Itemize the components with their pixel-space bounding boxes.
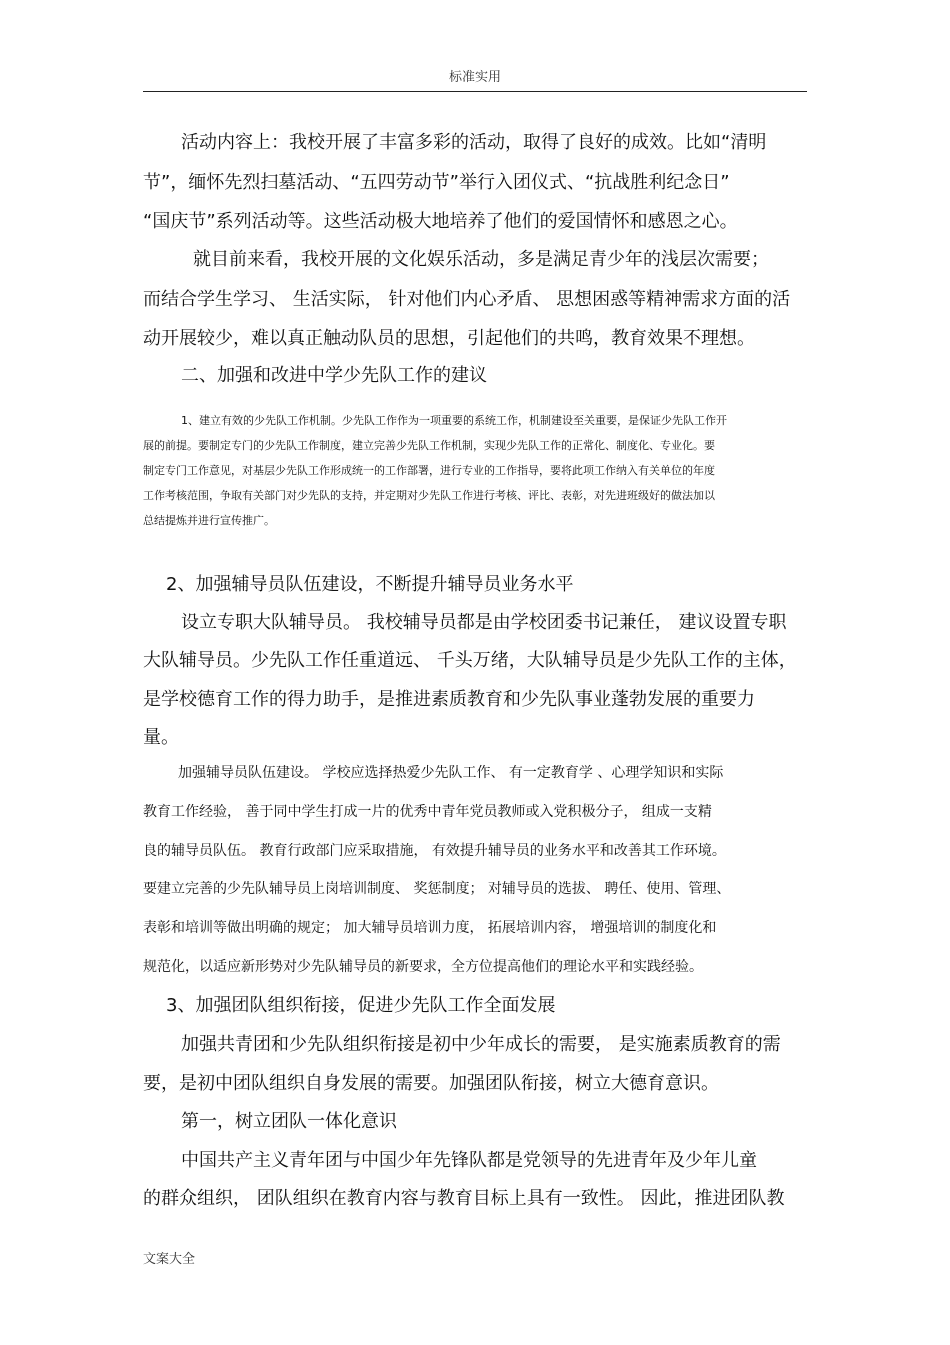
text-line: 中国共产主义青年团与中国少年先锋队都是党领导的先进青年及少年儿童 (181, 1150, 757, 1171)
text-line: 表彰和培训等做出明确的规定； 加大辅导员培训力度， 拓展培训内容， 增强培训的制度化和 (143, 920, 717, 936)
subsection-heading: 第一，树立团队一体化意识 (181, 1111, 397, 1132)
page-header: 标准实用 (448, 70, 501, 85)
text-line: 节”，缅怀先烈扫墓活动、“五四劳动节”举行入团仪式、“抗战胜利纪念日” (143, 172, 730, 193)
text-line: 大队辅导员。少先队工作任重道远、 千头万绪，大队辅导员是少先队工作的主体， (143, 650, 797, 671)
text-line: 量。 (143, 727, 179, 748)
subsection-heading: 2、加强辅导员队伍建设，不断提升辅导员业务水平 (166, 574, 574, 595)
text-line: 加强辅导员队伍建设。 学校应选择热爱少先队工作、 有一定教育学 、心理学知识和实际 (178, 765, 724, 781)
subsection-heading: 3、加强团队组织衔接，促进少先队工作全面发展 (166, 995, 556, 1016)
page-footer: 文案大全 (143, 1252, 196, 1267)
text-line: 设立专职大队辅导员。 我校辅导员都是由学校团委书记兼任， 建议设置专职 (181, 612, 787, 633)
text-line: 规范化，以适应新形势对少先队辅导员的新要求，全方位提高他们的理论水平和实践经验。 (143, 959, 703, 975)
section-heading: 二、加强和改进中学少先队工作的建议 (181, 365, 487, 386)
text-line: 加强共青团和少先队组织衔接是初中少年成长的需要， 是实施素质教育的需 (181, 1034, 781, 1055)
text-line: 的群众组织， 团队组织在教育内容与教育目标上具有一致性。 因此，推进团队教 (143, 1188, 785, 1209)
header-divider (143, 91, 807, 92)
text-line: 是学校德育工作的得力助手，是推进素质教育和少先队事业蓬勃发展的重要力 (143, 689, 755, 710)
text-line: 要，是初中团队组织自身发展的需要。加强团队衔接，树立大德育意识。 (143, 1073, 719, 1094)
text-line: 良的辅导员队伍。 教育行政部门应采取措施， 有效提升辅导员的业务水平和改善其工作环境。 (143, 843, 726, 859)
text-line: 工作考核范围，争取有关部门对少先队的支持，并定期对少先队工作进行考核、评比、表彰，对先进班级好的做法加以 (143, 489, 715, 502)
text-line: 总结提炼并进行宣传推广。 (143, 514, 275, 527)
text-line: 要建立完善的少先队辅导员上岗培训制度、 奖惩制度； 对辅导员的选拔、 聘任、使用、管理、 (143, 881, 731, 897)
text-line: 制定专门工作意见，对基层少先队工作形成统一的工作部署，进行专业的工作指导，要将此项工作纳入有关单位的年度 (143, 464, 715, 477)
text-line: 展的前提。要制定专门的少先队工作制度，建立完善少先队工作机制，实现少先队工作的正常化、制度化、专业化。要 (143, 439, 715, 452)
text-line: 动开展较少，难以真正触动队员的思想，引起他们的共鸣，教育效果不理想。 (143, 328, 755, 349)
text-line: 教育工作经验， 善于同中学生打成一片的优秀中青年党员教师或入党积极分子， 组成一支精 (143, 804, 712, 820)
text-line: “国庆节”系列活动等。这些活动极大地培养了他们的爱国情怀和感恩之心。 (143, 211, 738, 232)
text-line: 活动内容上：我校开展了丰富多彩的活动，取得了良好的成效。比如“清明 (181, 132, 767, 153)
text-line: 1、建立有效的少先队工作机制。少先队工作作为一项重要的系统工作，机制建设至关重要，是保证少先队工作开 (181, 414, 727, 427)
text-line: 而结合学生学习、 生活实际， 针对他们内心矛盾、 思想困惑等精神需求方面的活 (143, 289, 791, 310)
text-line: 就目前来看，我校开展的文化娱乐活动，多是满足青少年的浅层次需要； (193, 249, 769, 270)
